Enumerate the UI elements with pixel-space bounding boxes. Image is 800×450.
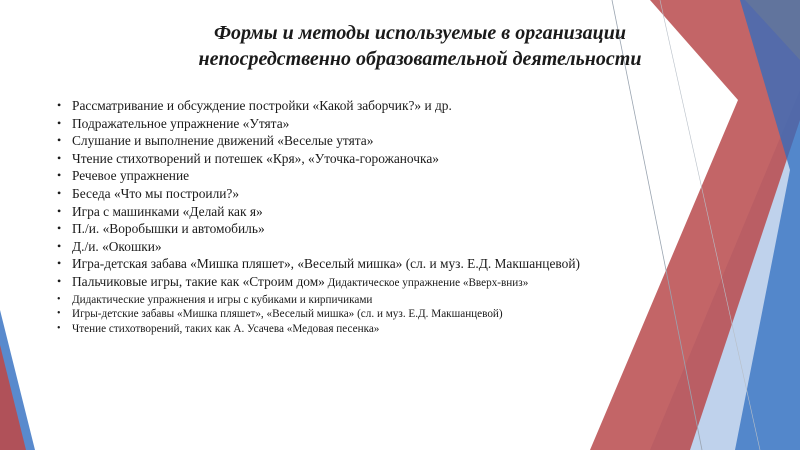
list-item <box>57 132 617 150</box>
list-item <box>57 167 617 185</box>
list-item <box>57 115 617 133</box>
list-item-text: Д./и. «Окошки» <box>72 238 162 254</box>
bullet-icon: • <box>57 150 62 165</box>
list-item-text: Рассматривание и обсуждение постройки «Какой заборчик?» и др. <box>72 98 452 113</box>
bullet-icon: • <box>57 308 61 320</box>
list-item <box>57 185 617 203</box>
list-item-text: Чтение стихотворений и потешек «Кря», «Уточка-горожаночка» <box>72 150 439 166</box>
list-item-text-small: Дидактическое упражнение «Вверх-вниз» <box>324 276 529 289</box>
title-line-2: непосредственно образовательной деятельности <box>198 48 642 70</box>
list-item <box>57 238 617 256</box>
list-item <box>57 307 617 322</box>
list-item <box>57 97 617 115</box>
list-item <box>57 150 617 168</box>
slide-title <box>120 20 720 72</box>
list-item-text: Пальчиковые игры, такие как «Строим дом» <box>72 273 325 289</box>
bullet-icon: • <box>57 238 62 253</box>
bullet-icon: • <box>57 133 62 148</box>
bullet-icon: • <box>57 323 61 335</box>
bullet-icon: • <box>57 115 62 130</box>
list-item <box>57 255 617 273</box>
list-item <box>57 273 617 293</box>
bullet-icon: • <box>57 185 62 200</box>
list-item-text: Речевое упражнение <box>72 168 190 184</box>
list-item-text: Подражательное упражнение «Утята» <box>72 115 290 131</box>
list-item-text: Дидактические упражнения и игры с кубиками и кирпичиками <box>72 293 373 306</box>
bullet-icon: • <box>57 256 62 271</box>
bullet-icon: • <box>57 273 62 288</box>
list-item-text: П./и. «Воробышки и автомобиль» <box>72 221 265 237</box>
list-item-text: Беседа «Что мы построили?» <box>72 185 240 201</box>
bullet-icon: • <box>57 168 62 183</box>
bullet-icon: • <box>57 221 62 236</box>
bullet-icon: • <box>57 98 62 112</box>
list-item <box>57 322 617 337</box>
list-item <box>57 203 617 221</box>
list-item-text: Игры-детские забавы «Мишка пляшет», «Веселый мишка» (сл. и муз. Е.Д. Макшанцевой) <box>72 308 503 321</box>
list-item-text: Слушание и выполнение движений «Веселые утята» <box>72 133 374 149</box>
list-item-text: Игра-детская забава «Мишка пляшет», «Веселый мишка» (сл. и муз. Е.Д. Макшанцевой) <box>72 256 580 272</box>
list-item-text: Чтение стихотворений, таких как А. Усачева «Медовая песенка» <box>72 323 380 336</box>
bullet-list <box>57 97 617 337</box>
bullet-icon: • <box>57 203 62 218</box>
list-item-text: Игра с машинками «Делай как я» <box>72 203 263 219</box>
title-line-1: Формы и методы используемые в организации <box>214 22 626 44</box>
bullet-icon: • <box>57 293 61 305</box>
list-item <box>57 293 617 308</box>
list-item <box>57 220 617 238</box>
